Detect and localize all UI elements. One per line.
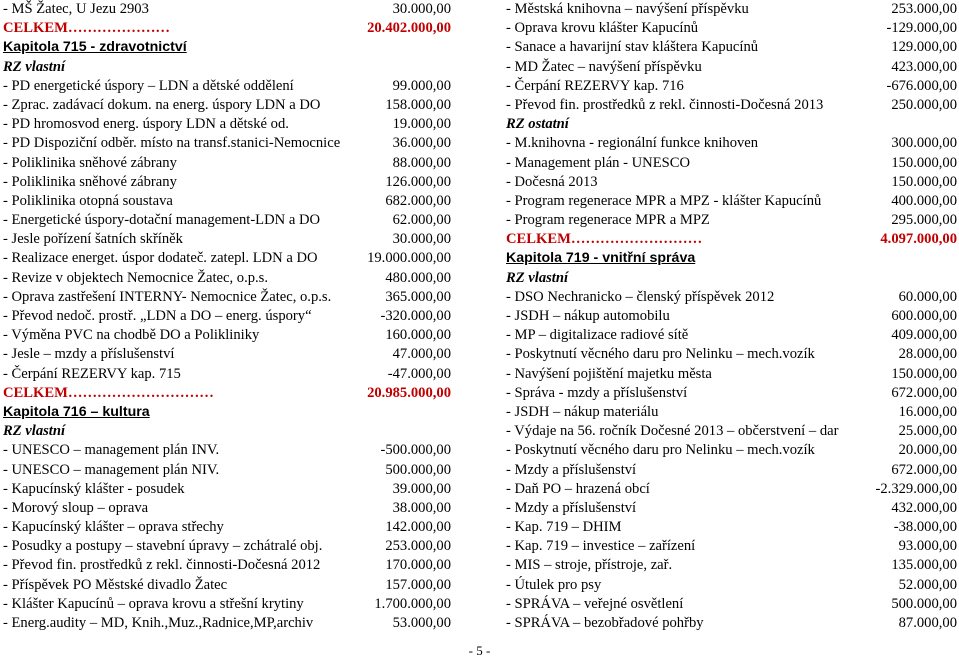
budget-line <box>506 403 957 422</box>
line-amount: 19.000,00 <box>392 116 451 133</box>
line-label: RZ vlastní <box>3 58 66 75</box>
line-amount: 157.000,00 <box>385 576 451 593</box>
budget-line <box>506 499 957 518</box>
line-label: - Program regenerace MPR a MPZ <box>506 212 710 229</box>
line-label: - Mzdy a příslušenství <box>506 461 637 478</box>
budget-line <box>3 288 451 307</box>
line-label: - Zprac. zadávací dokum. na energ. úspory LDN a DO <box>3 96 321 113</box>
section-heading <box>506 115 957 134</box>
budget-line <box>3 345 451 364</box>
total-row <box>506 230 957 249</box>
budget-line <box>506 0 957 19</box>
line-label: RZ vlastní <box>3 423 66 440</box>
line-label: - UNESCO – management plán NIV. <box>3 461 220 478</box>
line-label: - PD hromosvod energ. úspory LDN a dětské od. <box>3 116 289 133</box>
budget-line <box>3 173 451 192</box>
budget-line <box>506 576 957 595</box>
line-label: - SPRÁVA – veřejné osvětlení <box>506 595 684 612</box>
line-label: - Daň PO – hrazená obcí <box>506 480 650 497</box>
line-amount: 253.000,00 <box>891 1 957 17</box>
line-label: CELKEM………………… <box>3 20 171 37</box>
line-amount: -676.000,00 <box>886 77 957 94</box>
line-label: - MP – digitalizace radiové sítě <box>506 327 689 344</box>
line-amount: -38.000,00 <box>893 519 957 536</box>
line-label: - Čerpání REZERVY kap. 716 <box>506 77 684 94</box>
budget-line <box>506 211 957 230</box>
line-amount: 170.000,00 <box>385 557 451 574</box>
line-amount: 20.402.000,00 <box>367 20 451 37</box>
line-amount: 480.000,00 <box>385 269 451 286</box>
line-amount: 87.000,00 <box>898 615 957 631</box>
line-label: - Dočesná 2013 <box>506 173 598 190</box>
line-amount: 4.097.000,00 <box>880 231 957 248</box>
line-label: - Oprava zastřešení INTERNY- Nemocnice Žatec, o.p.s. <box>3 288 332 305</box>
line-label: - SPRÁVA – bezobřadové pohřby <box>506 615 704 631</box>
line-amount: 62.000,00 <box>392 212 451 229</box>
line-amount: 30.000,00 <box>392 1 451 17</box>
line-amount: 300.000,00 <box>891 135 957 152</box>
line-label: - MŠ Žatec, U Jezu 2903 <box>3 1 149 17</box>
line-amount: 25.000,00 <box>898 423 957 440</box>
line-amount: 99.000,00 <box>392 77 451 94</box>
line-label: - Realizace energet. úspor dodateč. zatepl. LDN a DO <box>3 250 318 267</box>
budget-line <box>3 365 451 384</box>
line-label: - Management plán - UNESCO <box>506 154 691 171</box>
line-amount: -500.000,00 <box>380 442 451 459</box>
line-amount: -129.000,00 <box>886 20 957 37</box>
line-label: - Příspěvek PO Městské divadlo Žatec <box>3 576 228 593</box>
budget-line <box>506 345 957 364</box>
line-amount: 672.000,00 <box>891 461 957 478</box>
line-amount: 19.000.000,00 <box>367 250 451 267</box>
left-column <box>3 0 451 633</box>
line-amount: 20.000,00 <box>898 442 957 459</box>
chapter-heading <box>3 403 451 422</box>
line-amount: 126.000,00 <box>385 173 451 190</box>
line-label: - Jesle pořízení šatních skříněk <box>3 231 183 248</box>
budget-line <box>3 614 451 633</box>
line-amount: 16.000,00 <box>898 403 957 420</box>
line-label: - Navýšení pojištění majetku města <box>506 365 712 382</box>
budget-line <box>3 576 451 595</box>
line-label: - Čerpání REZERVY kap. 715 <box>3 365 181 382</box>
budget-line <box>506 384 957 403</box>
budget-line <box>506 173 957 192</box>
line-label: - Posudky a postupy – stavební úpravy – zchátralé obj. <box>3 538 323 555</box>
line-label: Kapitola 716 – kultura <box>3 403 150 420</box>
line-amount: 52.000,00 <box>898 576 957 593</box>
budget-line <box>506 19 957 38</box>
line-amount: 400.000,00 <box>891 192 957 209</box>
budget-line <box>506 288 957 307</box>
line-amount: -47.000,00 <box>387 365 451 382</box>
line-amount: -320.000,00 <box>380 308 451 324</box>
line-label: - Poskytnutí věcného daru pro Nelinku – mech.vozík <box>506 442 815 459</box>
line-amount: 129.000,00 <box>891 39 957 56</box>
line-amount: 672.000,00 <box>891 384 957 401</box>
budget-line <box>3 480 451 499</box>
budget-line <box>506 326 957 345</box>
budget-line <box>506 441 957 460</box>
budget-line <box>3 441 451 460</box>
line-label: - Poliklinika sněhové zábrany <box>3 154 177 171</box>
line-amount: 1.700.000,00 <box>374 595 451 612</box>
chapter-heading <box>3 38 451 57</box>
section-heading <box>506 269 957 288</box>
line-label: - Klášter Kapucínů – oprava krovu a střešní krytiny <box>3 595 304 612</box>
line-amount: 47.000,00 <box>392 346 451 363</box>
budget-line <box>506 134 957 153</box>
line-amount: 142.000,00 <box>385 519 451 536</box>
budget-line <box>3 192 451 211</box>
budget-line <box>506 422 957 441</box>
line-label: - JSDH – nákup automobilu <box>506 308 670 324</box>
line-label: - Výměna PVC na chodbě DO a Polikliniky <box>3 327 260 344</box>
line-label: Kapitola 715 - zdravotnictví <box>3 39 187 56</box>
line-label: - MIS – stroje, přístroje, zař. <box>506 557 673 574</box>
line-label: CELKEM………………………… <box>3 384 214 401</box>
budget-line <box>3 595 451 614</box>
line-label: - JSDH – nákup materiálu <box>506 403 659 420</box>
line-label: - Poliklinika sněhové zábrany <box>3 173 177 190</box>
page-number: - 5 - <box>468 643 491 658</box>
budget-line <box>506 38 957 57</box>
line-amount: 253.000,00 <box>385 538 451 555</box>
line-label: - Městská knihovna – navýšení příspěvku <box>506 1 749 17</box>
line-amount: 500.000,00 <box>891 595 957 612</box>
budget-line <box>506 96 957 115</box>
line-label: - UNESCO – management plán INV. <box>3 442 220 459</box>
budget-line <box>3 134 451 153</box>
budget-line <box>506 58 957 77</box>
budget-line <box>506 614 957 633</box>
line-amount: 682.000,00 <box>385 192 451 209</box>
line-label: - Oprava krovu klášter Kapucínů <box>506 20 699 37</box>
line-label: - PD energetické úspory – LDN a dětské oddělení <box>3 77 294 94</box>
line-amount: 423.000,00 <box>891 58 957 75</box>
budget-line <box>506 461 957 480</box>
right-column <box>506 0 957 633</box>
line-label: - Kap. 719 – investice – zařízení <box>506 538 696 555</box>
line-label: - Kapucínský klášter - posudek <box>3 480 185 497</box>
budget-line <box>506 518 957 537</box>
line-label: CELKEM……………………… <box>506 231 703 248</box>
line-label: - Morový sloup – oprava <box>3 499 149 516</box>
line-label: - Kap. 719 – DHIM <box>506 519 622 536</box>
line-label: Kapitola 719 - vnitřní správa <box>506 250 696 267</box>
line-amount: 160.000,00 <box>385 327 451 344</box>
line-label: - Výdaje na 56. ročník Dočesné 2013 – občerstvení – dar <box>506 423 839 440</box>
line-label: - Převod fin. prostředků z rekl. činnosti-Dočesná 2013 <box>506 96 824 113</box>
line-label: - Útulek pro psy <box>506 576 602 593</box>
line-amount: 93.000,00 <box>898 538 957 555</box>
line-label: - PD Dispoziční odběr. místo na transf.stanici-Nemocnice <box>3 135 341 152</box>
budget-line <box>3 556 451 575</box>
line-label: - Sanace a havarijní stav kláštera Kapucínů <box>506 39 759 56</box>
budget-line <box>3 249 451 268</box>
line-amount: 150.000,00 <box>891 365 957 382</box>
line-amount: -2.329.000,00 <box>875 480 957 497</box>
budget-line <box>3 115 451 134</box>
line-label: - Převod fin. prostředků z rekl. činnosti-Dočesná 2012 <box>3 557 321 574</box>
line-amount: 38.000,00 <box>392 499 451 516</box>
line-amount: 150.000,00 <box>891 154 957 171</box>
line-label: - Energetické úspory-dotační management-LDN a DO <box>3 212 321 229</box>
total-row <box>3 19 451 38</box>
budget-line <box>506 307 957 326</box>
line-amount: 295.000,00 <box>891 212 957 229</box>
line-label: - M.knihovna - regionální funkce knihoven <box>506 135 759 152</box>
line-amount: 28.000,00 <box>898 346 957 363</box>
line-label: - Poskytnutí věcného daru pro Nelinku – mech.vozík <box>506 346 815 363</box>
budget-line <box>3 518 451 537</box>
line-amount: 158.000,00 <box>385 96 451 113</box>
total-row <box>3 384 451 403</box>
budget-line <box>3 499 451 518</box>
budget-line <box>3 154 451 173</box>
line-label: - Mzdy a příslušenství <box>506 499 637 516</box>
line-amount: 36.000,00 <box>392 135 451 152</box>
line-label: - Program regenerace MPR a MPZ - klášter Kapucínů <box>506 192 822 209</box>
line-label: - Jesle – mzdy a příslušenství <box>3 346 175 363</box>
line-amount: 250.000,00 <box>891 96 957 113</box>
budget-line <box>506 154 957 173</box>
budget-line <box>506 537 957 556</box>
line-label: - MD Žatec – navýšení příspěvku <box>506 58 702 75</box>
budget-line <box>3 230 451 249</box>
budget-line <box>3 0 451 19</box>
budget-line <box>506 192 957 211</box>
line-amount: 88.000,00 <box>392 154 451 171</box>
budget-line <box>3 326 451 345</box>
line-amount: 60.000,00 <box>898 288 957 305</box>
line-amount: 365.000,00 <box>385 288 451 305</box>
budget-line <box>3 461 451 480</box>
section-heading <box>3 422 451 441</box>
line-amount: 30.000,00 <box>392 231 451 248</box>
line-amount: 20.985.000,00 <box>367 384 451 401</box>
budget-line <box>3 211 451 230</box>
line-amount: 409.000,00 <box>891 327 957 344</box>
budget-line <box>3 307 451 326</box>
line-amount: 432.000,00 <box>891 499 957 516</box>
line-label: - Převod nedoč. prostř. „LDN a DO – energ. úspory“ <box>3 308 312 324</box>
line-amount: 39.000,00 <box>392 480 451 497</box>
budget-line <box>3 537 451 556</box>
budget-line <box>506 556 957 575</box>
line-label: RZ vlastní <box>506 269 569 286</box>
line-amount: 500.000,00 <box>385 461 451 478</box>
line-label: - DSO Nechranicko – členský příspěvek 2012 <box>506 288 775 305</box>
line-label: RZ ostatní <box>506 116 569 133</box>
line-amount: 600.000,00 <box>891 308 957 324</box>
line-label: - Revize v objektech Nemocnice Žatec, o.p.s. <box>3 269 269 286</box>
section-heading <box>3 58 451 77</box>
line-amount: 150.000,00 <box>891 173 957 190</box>
budget-line <box>3 77 451 96</box>
budget-line <box>506 365 957 384</box>
budget-line <box>3 96 451 115</box>
line-amount: 53.000,00 <box>392 615 451 631</box>
line-amount: 135.000,00 <box>891 557 957 574</box>
line-label: - Energ.audity – MD, Knih.,Muz.,Radnice,MP,archiv <box>3 615 314 631</box>
line-label: - Poliklinika otopná soustava <box>3 192 173 209</box>
line-label: - Kapucínský klášter – oprava střechy <box>3 519 224 536</box>
chapter-heading <box>506 249 957 268</box>
budget-line <box>506 77 957 96</box>
budget-line <box>3 269 451 288</box>
line-label: - Správa - mzdy a příslušenství <box>506 384 688 401</box>
budget-line <box>506 595 957 614</box>
budget-line <box>506 480 957 499</box>
